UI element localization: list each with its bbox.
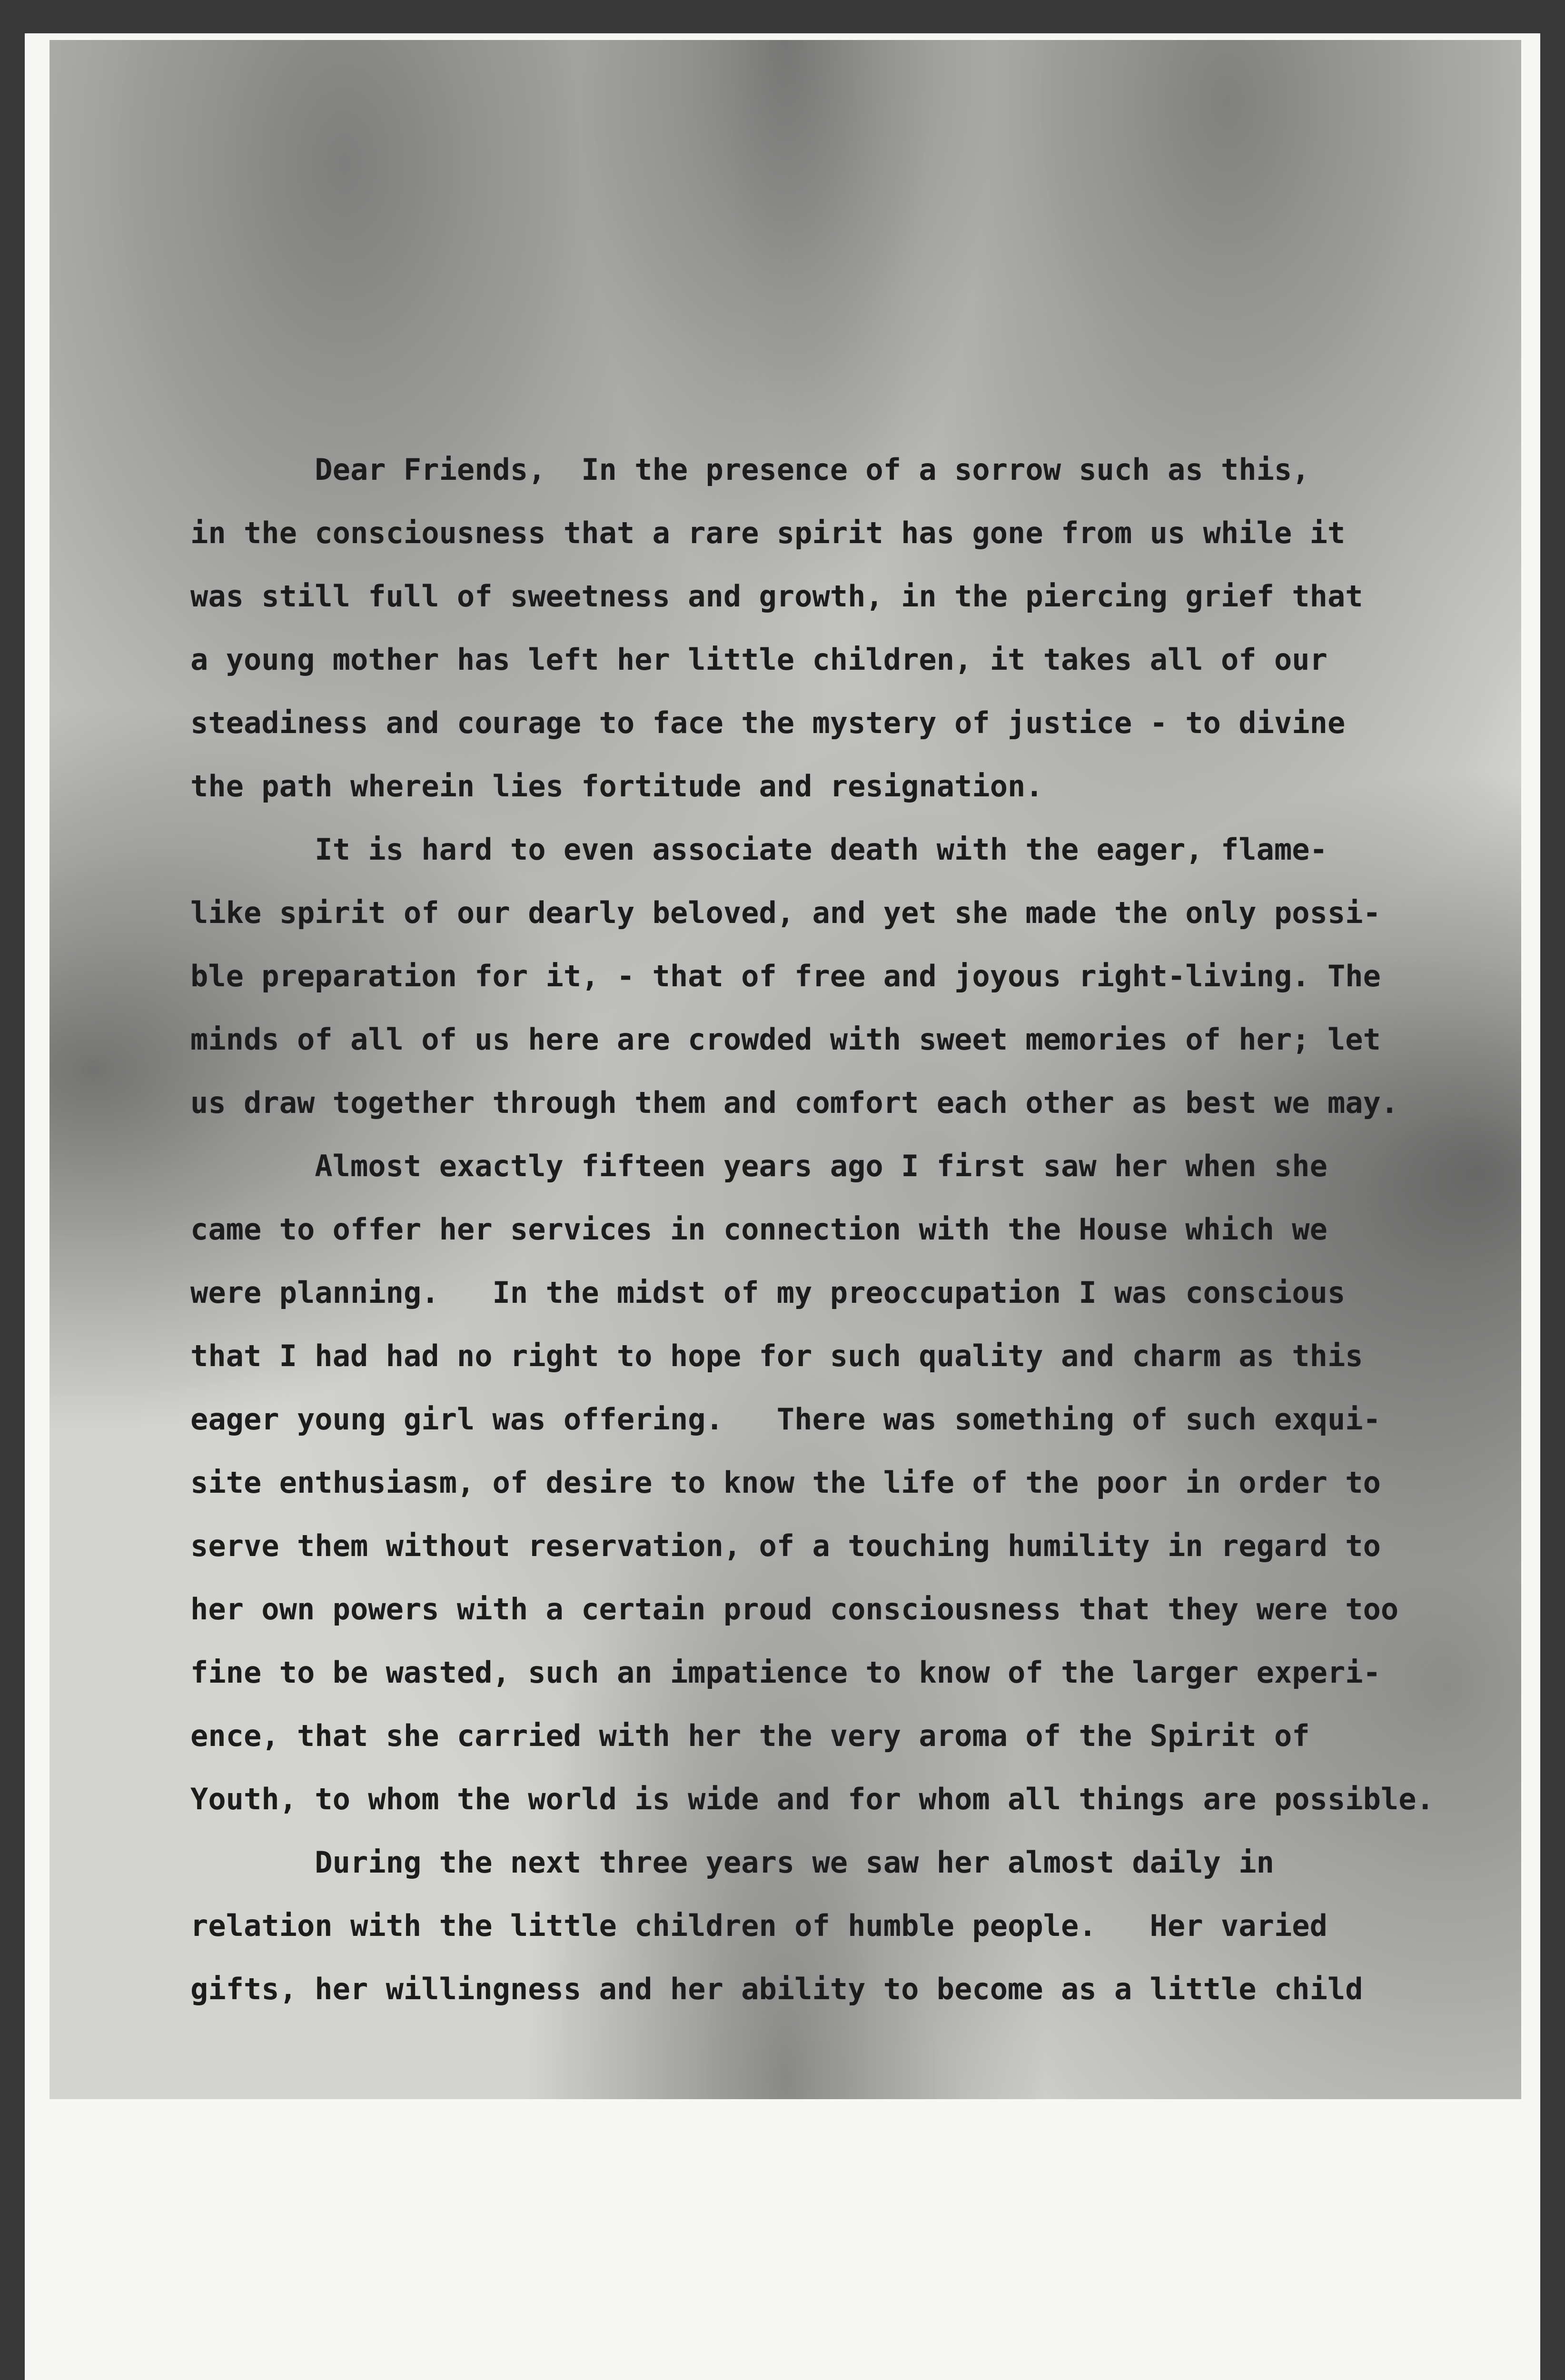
letter-line: gifts, her willingness and her ability to become as a little child [190,1972,1363,2006]
letter-line: Almost exactly fifteen years ago I first saw her when she [190,1149,1327,1183]
letter-line: fine to be wasted, such an impatience to know of the larger experi- [190,1655,1381,1690]
letter-line: that I had had no right to hope for such quality and charm as this [190,1339,1363,1373]
letter-line: relation with the little children of humble people. Her varied [190,1908,1327,1943]
letter-line: like spirit of our dearly beloved, and yet she made the only possi- [190,895,1381,930]
letter-line: serve them without reservation, of a touching humility in regard to [190,1528,1381,1563]
letter-line: minds of all of us here are crowded with sweet memories of her; let [190,1022,1381,1057]
letter-line: ble preparation for it, - that of free and joyous right-living. The [190,959,1381,993]
letter-line: a young mother has left her little children, it takes all of our [190,642,1327,677]
letter-line: Dear Friends, In the presence of a sorrow such as this, [190,452,1310,487]
letter-line: During the next three years we saw her almost daily in [190,1845,1274,1880]
letter-line: the path wherein lies fortitude and resignation. [190,769,1043,803]
letter-line: It is hard to even associate death with the eager, flame- [190,832,1327,867]
letter-line: her own powers with a certain proud consciousness that they were too [190,1592,1399,1626]
letter-line: were planning. In the midst of my preoccupation I was conscious [190,1275,1346,1310]
letter-body [190,438,1434,2021]
letter-line: came to offer her services in connection with the House which we [190,1212,1327,1247]
letter-line: ence, that she carried with her the very aroma of the Spirit of [190,1718,1310,1753]
letter-line: site enthusiasm, of desire to know the life of the poor in order to [190,1465,1381,1500]
letter-line: Youth, to whom the world is wide and for whom all things are possible. [190,1782,1434,1816]
letter-line: in the consciousness that a rare spirit has gone from us while it [190,516,1346,550]
letter-line: steadiness and courage to face the mystery of justice - to divine [190,705,1346,740]
letter-line: eager young girl was offering. There was something of such exqui- [190,1402,1381,1437]
letter-line: us draw together through them and comfort each other as best we may. [190,1085,1399,1120]
letter-line: was still full of sweetness and growth, in the piercing grief that [190,579,1363,614]
